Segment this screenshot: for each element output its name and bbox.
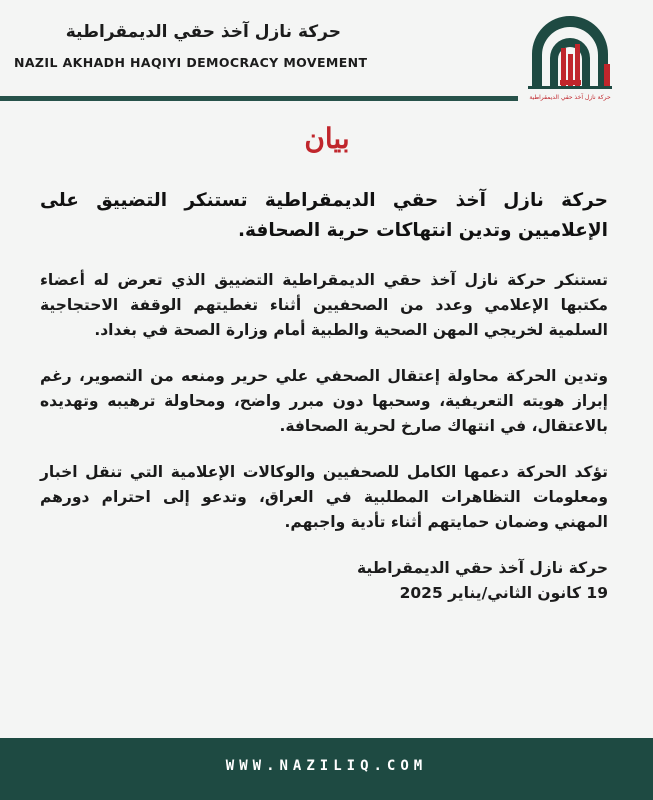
statement-paragraph-2: وتدين الحركة محاولة إعتقال الصحفي علي حرير ومنعه من التصوير، رغم إبراز هويته التعريفية، وسحبها دون مبرر واضح، ومحاولة ترهيبه وتهديده بالاعتقال، في انتهاك صارخ لحرية الصحافة. [40,367,608,435]
statement-body [40,186,608,606]
header [0,0,653,100]
website-link[interactable]: WWW.NAZILIQ.COM [225,758,428,774]
statement-date: 19 كانون الثاني/يناير 2025 [399,584,608,602]
statement-label-text: بيان [304,122,350,155]
logo-caption: حركة نازل آخذ حقي الديمقراطية [529,94,611,101]
statement-label [296,120,358,160]
org-name-arabic: حركة نازل آخذ حقي الديمقراطية [65,22,341,42]
logo-icon [520,8,620,108]
footer-bar [0,738,653,800]
org-name-english: NAZIL AKHADH HAQIYI DEMOCRACY MOVEMENT [14,55,368,70]
statement-paragraph-3: تؤكد الحركة دعمها الكامل للصحفيين والوكالات الإعلامية التي تنقل اخبار ومعلومات التظاهرات المطلبية في العراق، وتدعو إلى احترام دورهم المهني وضمان حمايتهم أثناء تأدية واجبهم. [40,463,608,531]
signature-org: حركة نازل آخذ حقي الديمقراطية [356,559,608,577]
header-divider [0,96,518,101]
statement-headline: حركة نازل آخذ حقي الديمقراطية تستنكر التضييق على الإعلاميين وتدين انتهاكات حرية الصحافة. [40,190,608,241]
statement-paragraph-1: تستنكر حركة نازل آخذ حقي الديمقراطية التضييق الذي تعرض له أعضاء مكتبها الإعلامي وعدد من الصحفيين أثناء تغطيتهم الوقفة الاحتجاجية السلمية لخريجي المهن الصحية والطبية أمام وزارة الصحة في بغداد. [40,271,608,339]
signature-block [40,556,608,606]
